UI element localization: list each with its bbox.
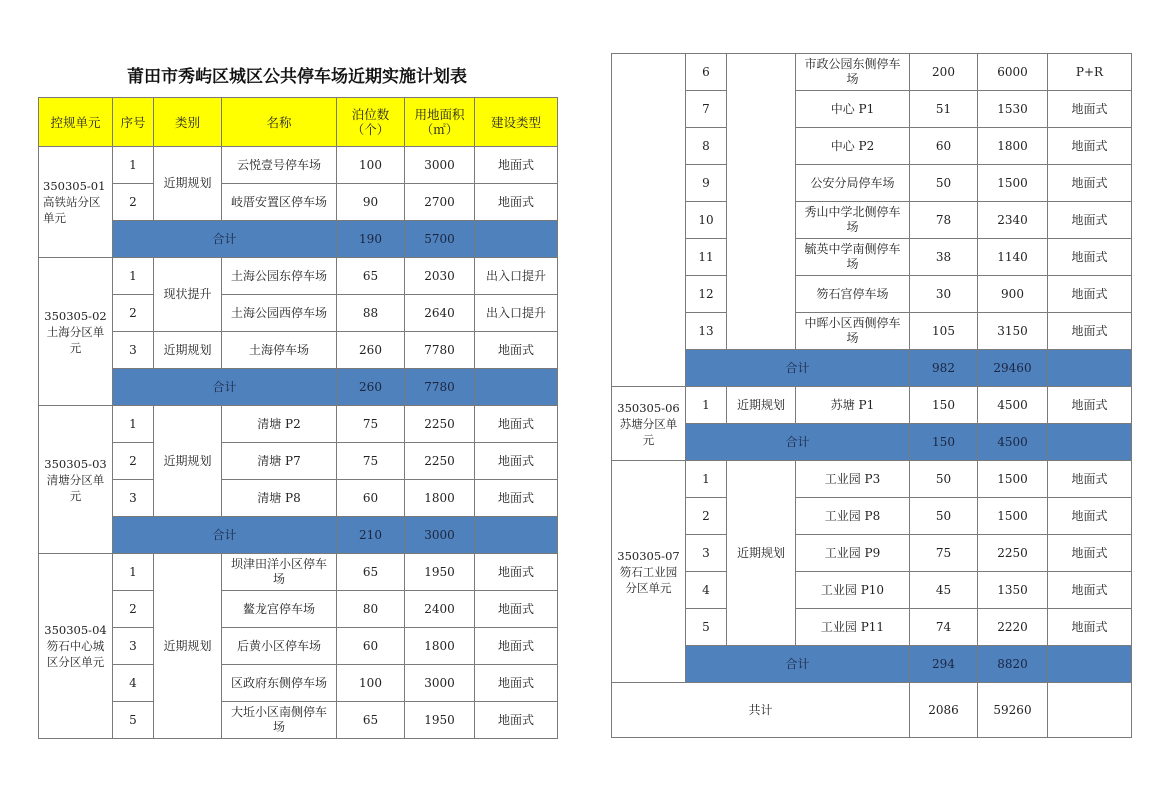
name-cell: 土海公园西停车场 (222, 295, 337, 332)
subtotal-spaces: 150 (910, 424, 978, 461)
subtotal-row (612, 350, 1132, 387)
type-cell: 地面式 (475, 184, 558, 221)
seq-cell: 1 (113, 406, 154, 443)
spaces-cell: 200 (910, 54, 978, 91)
subtotal-label: 合计 (686, 424, 910, 461)
grand-total-area: 59260 (978, 683, 1048, 738)
spaces-cell: 100 (337, 665, 405, 702)
name-cell: 后黄小区停车场 (222, 628, 337, 665)
subtotal-label: 合计 (113, 221, 337, 258)
name-cell: 秀山中学北侧停车场 (796, 202, 910, 239)
type-cell: 地面式 (1048, 165, 1132, 202)
name-cell: 中心 P2 (796, 128, 910, 165)
area-cell: 2640 (405, 295, 475, 332)
spaces-cell: 90 (337, 184, 405, 221)
seq-cell: 3 (686, 535, 727, 572)
table-row (39, 443, 558, 480)
type-cell: 地面式 (1048, 313, 1132, 350)
type-cell: 地面式 (1048, 276, 1132, 313)
spaces-cell: 78 (910, 202, 978, 239)
subtotal-type (475, 517, 558, 554)
table-row (612, 239, 1132, 276)
seq-cell: 3 (113, 628, 154, 665)
type-cell: 地面式 (1048, 239, 1132, 276)
table-row (39, 628, 558, 665)
seq-cell: 4 (686, 572, 727, 609)
seq-cell: 2 (113, 184, 154, 221)
subtotal-area: 5700 (405, 221, 475, 258)
type-cell: 地面式 (475, 554, 558, 591)
spaces-cell: 80 (337, 591, 405, 628)
spaces-cell: 30 (910, 276, 978, 313)
table-row (39, 702, 558, 739)
name-cell: 清塘 P8 (222, 480, 337, 517)
seq-cell: 8 (686, 128, 727, 165)
area-cell: 2030 (405, 258, 475, 295)
area-cell: 2340 (978, 202, 1048, 239)
seq-cell: 1 (113, 554, 154, 591)
type-cell: 地面式 (1048, 572, 1132, 609)
category-cell: 近期规划 (727, 461, 796, 646)
spaces-cell: 150 (910, 387, 978, 424)
type-cell: 地面式 (1048, 128, 1132, 165)
area-cell: 3000 (405, 147, 475, 184)
name-cell: 工业园 P8 (796, 498, 910, 535)
subtotal-spaces: 210 (337, 517, 405, 554)
name-cell: 毓英中学南侧停车场 (796, 239, 910, 276)
header-unit: 控规单元 (39, 98, 113, 147)
unit-label-continued (612, 54, 686, 387)
name-cell: 中晖小区西侧停车场 (796, 313, 910, 350)
name-cell: 苏塘 P1 (796, 387, 910, 424)
type-cell: 地面式 (475, 480, 558, 517)
area-cell: 1500 (978, 165, 1048, 202)
table-row (612, 202, 1132, 239)
parking-plan-table-left (38, 97, 558, 739)
spaces-cell: 60 (337, 480, 405, 517)
name-cell: 岐厝安置区停车场 (222, 184, 337, 221)
name-cell: 工业园 P11 (796, 609, 910, 646)
spaces-cell: 100 (337, 147, 405, 184)
name-cell: 工业园 P9 (796, 535, 910, 572)
table-row (39, 591, 558, 628)
seq-cell: 2 (113, 591, 154, 628)
grand-total-spaces: 2086 (910, 683, 978, 738)
name-cell: 笏石宫停车场 (796, 276, 910, 313)
seq-cell: 1 (686, 387, 727, 424)
unit-label: 350305-06 苏塘分区单元 (612, 387, 686, 461)
area-cell: 1800 (405, 628, 475, 665)
subtotal-type (1048, 646, 1132, 683)
subtotal-spaces: 260 (337, 369, 405, 406)
area-cell: 1950 (405, 702, 475, 739)
subtotal-area: 4500 (978, 424, 1048, 461)
name-cell: 土海停车场 (222, 332, 337, 369)
spaces-cell: 60 (910, 128, 978, 165)
subtotal-area: 29460 (978, 350, 1048, 387)
seq-cell: 6 (686, 54, 727, 91)
table-row (39, 258, 558, 295)
type-cell: 地面式 (1048, 535, 1132, 572)
name-cell: 工业园 P3 (796, 461, 910, 498)
parking-plan-table-right (611, 53, 1132, 738)
subtotal-type (1048, 350, 1132, 387)
seq-cell: 2 (113, 295, 154, 332)
subtotal-spaces: 982 (910, 350, 978, 387)
seq-cell: 12 (686, 276, 727, 313)
table-row (612, 609, 1132, 646)
subtotal-area: 7780 (405, 369, 475, 406)
unit-label: 350305-01 高铁站分区单元 (39, 147, 113, 258)
header-type: 建设类型 (475, 98, 558, 147)
unit-label: 350305-02 土海分区单元 (39, 258, 113, 406)
name-cell: 云悦壹号停车场 (222, 147, 337, 184)
spaces-cell: 260 (337, 332, 405, 369)
name-cell: 公安分局停车场 (796, 165, 910, 202)
type-cell: 出入口提升 (475, 295, 558, 332)
seq-cell: 9 (686, 165, 727, 202)
subtotal-label: 合计 (113, 369, 337, 406)
area-cell: 7780 (405, 332, 475, 369)
unit-label: 350305-07 笏石工业园分区单元 (612, 461, 686, 683)
header-row (39, 98, 558, 147)
area-cell: 2220 (978, 609, 1048, 646)
category-cell: 近期规划 (154, 147, 222, 221)
table-row (39, 184, 558, 221)
type-cell: 地面式 (475, 332, 558, 369)
type-cell: 地面式 (475, 591, 558, 628)
header-area: 用地面积（㎡） (405, 98, 475, 147)
type-cell: 地面式 (475, 406, 558, 443)
name-cell: 市政公园东侧停车场 (796, 54, 910, 91)
type-cell: 地面式 (475, 628, 558, 665)
name-cell: 大坵小区南侧停车场 (222, 702, 337, 739)
area-cell: 1530 (978, 91, 1048, 128)
area-cell: 1500 (978, 461, 1048, 498)
category-cell: 近期规划 (154, 332, 222, 369)
unit-label: 350305-03 清塘分区单元 (39, 406, 113, 554)
header-spaces: 泊位数（个） (337, 98, 405, 147)
seq-cell: 5 (686, 609, 727, 646)
subtotal-row (39, 517, 558, 554)
seq-cell: 13 (686, 313, 727, 350)
type-cell: 地面式 (475, 702, 558, 739)
area-cell: 3000 (405, 665, 475, 702)
subtotal-type (475, 221, 558, 258)
category-cell-continued (727, 54, 796, 350)
subtotal-label: 合计 (686, 350, 910, 387)
spaces-cell: 75 (337, 443, 405, 480)
table-row (612, 387, 1132, 424)
subtotal-type (1048, 424, 1132, 461)
area-cell: 2700 (405, 184, 475, 221)
category-cell: 近期规划 (154, 554, 222, 739)
name-cell: 坝津田洋小区停车场 (222, 554, 337, 591)
spaces-cell: 38 (910, 239, 978, 276)
area-cell: 4500 (978, 387, 1048, 424)
type-cell: 地面式 (475, 147, 558, 184)
area-cell: 1800 (405, 480, 475, 517)
type-cell: 地面式 (1048, 609, 1132, 646)
seq-cell: 5 (113, 702, 154, 739)
subtotal-row (39, 369, 558, 406)
name-cell: 区政府东侧停车场 (222, 665, 337, 702)
spaces-cell: 50 (910, 498, 978, 535)
seq-cell: 1 (113, 258, 154, 295)
subtotal-type (475, 369, 558, 406)
name-cell: 工业园 P10 (796, 572, 910, 609)
table-row (39, 147, 558, 184)
spaces-cell: 51 (910, 91, 978, 128)
unit-label: 350305-04 笏石中心城区分区单元 (39, 554, 113, 739)
area-cell: 3150 (978, 313, 1048, 350)
seq-cell: 1 (113, 147, 154, 184)
type-cell: 地面式 (1048, 202, 1132, 239)
subtotal-area: 3000 (405, 517, 475, 554)
spaces-cell: 88 (337, 295, 405, 332)
category-cell: 近期规划 (154, 406, 222, 517)
area-cell: 2250 (405, 406, 475, 443)
grand-total-label: 共计 (612, 683, 910, 738)
spaces-cell: 75 (337, 406, 405, 443)
spaces-cell: 60 (337, 628, 405, 665)
spaces-cell: 65 (337, 702, 405, 739)
spaces-cell: 65 (337, 258, 405, 295)
page-title: 莆田市秀屿区城区公共停车场近期实施计划表 (127, 67, 467, 87)
seq-cell: 7 (686, 91, 727, 128)
table-row (612, 535, 1132, 572)
area-cell: 2250 (978, 535, 1048, 572)
table-row (39, 332, 558, 369)
table-row (612, 128, 1132, 165)
name-cell: 中心 P1 (796, 91, 910, 128)
subtotal-label: 合计 (686, 646, 910, 683)
type-cell: 地面式 (475, 665, 558, 702)
area-cell: 900 (978, 276, 1048, 313)
subtotal-row (39, 221, 558, 258)
area-cell: 2400 (405, 591, 475, 628)
table-row (39, 295, 558, 332)
header-category: 类别 (154, 98, 222, 147)
area-cell: 1140 (978, 239, 1048, 276)
subtotal-area: 8820 (978, 646, 1048, 683)
area-cell: 1800 (978, 128, 1048, 165)
seq-cell: 2 (113, 443, 154, 480)
name-cell: 土海公园东停车场 (222, 258, 337, 295)
type-cell: 地面式 (1048, 498, 1132, 535)
category-cell: 近期规划 (727, 387, 796, 424)
seq-cell: 3 (113, 480, 154, 517)
header-seq: 序号 (113, 98, 154, 147)
type-cell: 地面式 (475, 443, 558, 480)
spaces-cell: 50 (910, 461, 978, 498)
name-cell: 清塘 P7 (222, 443, 337, 480)
table-row (39, 480, 558, 517)
spaces-cell: 75 (910, 535, 978, 572)
area-cell: 1500 (978, 498, 1048, 535)
area-cell: 6000 (978, 54, 1048, 91)
table-row (612, 461, 1132, 498)
table-row (612, 165, 1132, 202)
table-row (39, 665, 558, 702)
subtotal-row (612, 646, 1132, 683)
type-cell: 出入口提升 (475, 258, 558, 295)
area-cell: 2250 (405, 443, 475, 480)
table-row (612, 54, 1132, 91)
seq-cell: 2 (686, 498, 727, 535)
spaces-cell: 65 (337, 554, 405, 591)
area-cell: 1950 (405, 554, 475, 591)
type-cell: 地面式 (1048, 387, 1132, 424)
name-cell: 鳌龙宫停车场 (222, 591, 337, 628)
table-row (39, 406, 558, 443)
seq-cell: 10 (686, 202, 727, 239)
subtotal-row (612, 424, 1132, 461)
name-cell: 清塘 P2 (222, 406, 337, 443)
seq-cell: 1 (686, 461, 727, 498)
spaces-cell: 50 (910, 165, 978, 202)
type-cell: P+R (1048, 54, 1132, 91)
subtotal-label: 合计 (113, 517, 337, 554)
subtotal-spaces: 190 (337, 221, 405, 258)
spaces-cell: 45 (910, 572, 978, 609)
type-cell: 地面式 (1048, 91, 1132, 128)
category-cell: 现状提升 (154, 258, 222, 332)
header-name: 名称 (222, 98, 337, 147)
table-row (612, 276, 1132, 313)
type-cell: 地面式 (1048, 461, 1132, 498)
grand-total-row (612, 683, 1132, 738)
seq-cell: 4 (113, 665, 154, 702)
subtotal-spaces: 294 (910, 646, 978, 683)
seq-cell: 3 (113, 332, 154, 369)
spaces-cell: 105 (910, 313, 978, 350)
seq-cell: 11 (686, 239, 727, 276)
table-row (612, 91, 1132, 128)
table-row (39, 554, 558, 591)
table-row (612, 572, 1132, 609)
grand-total-type (1048, 683, 1132, 738)
spaces-cell: 74 (910, 609, 978, 646)
area-cell: 1350 (978, 572, 1048, 609)
table-row (612, 313, 1132, 350)
table-row (612, 498, 1132, 535)
